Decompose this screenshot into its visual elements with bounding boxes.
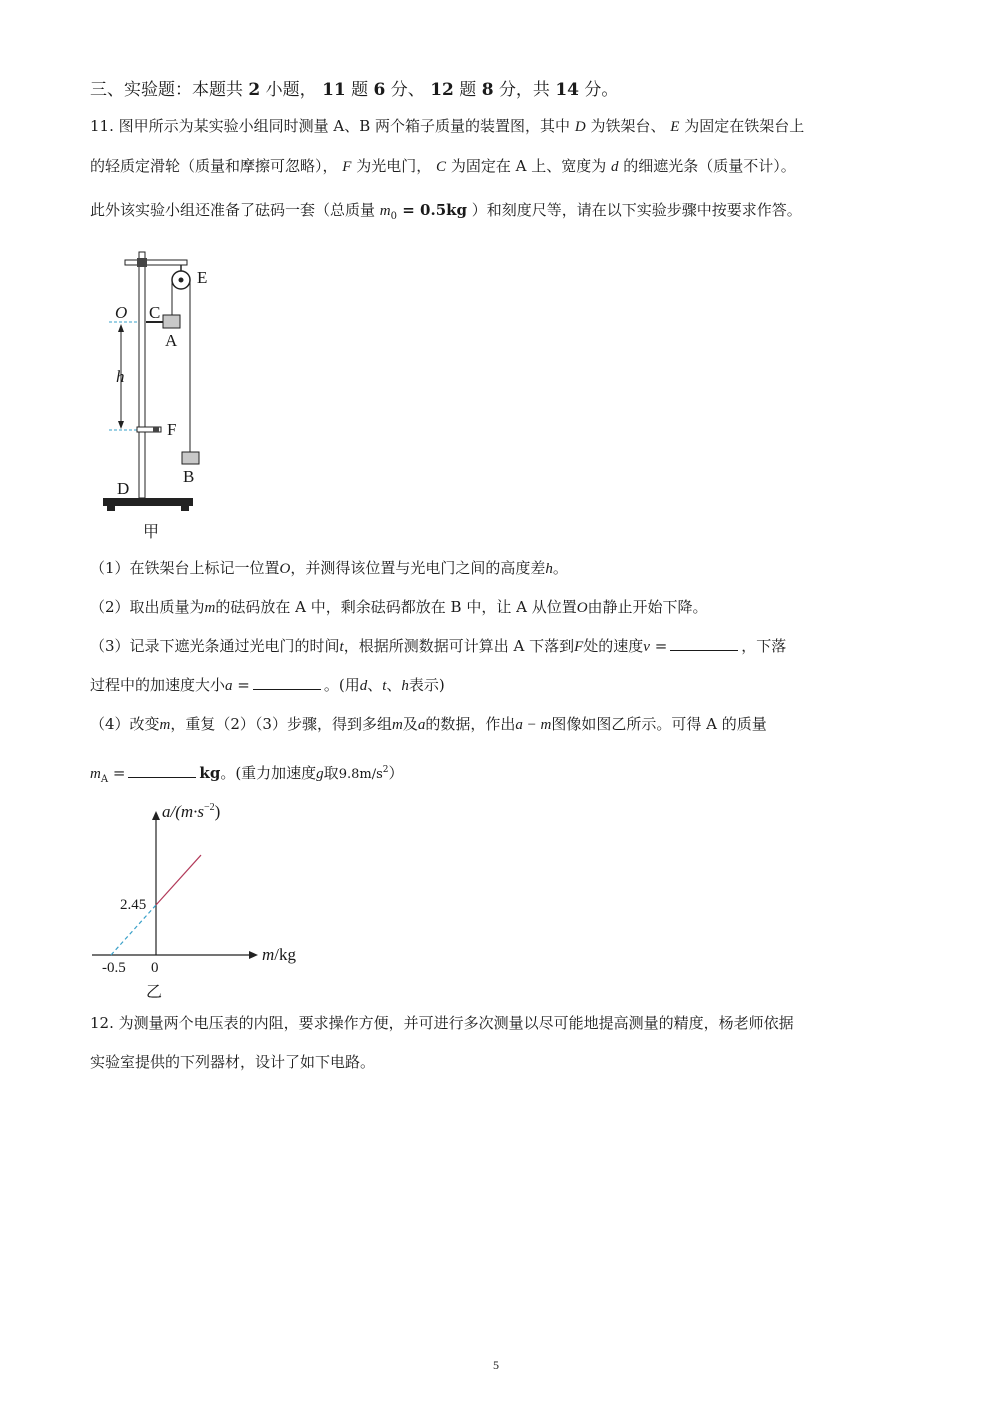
q11-line-3: 此外该实验小组还准备了砝码一套（总质量 $m_0 = 0.5kg$ ）和刻度尺等，请在以下实验步骤中按要求作答。 (90, 201, 802, 222)
heading-text: 题 (459, 80, 477, 100)
origin-label: 0 (151, 960, 159, 976)
arrow-head-down (118, 421, 124, 429)
y-axis-label: $a/(m\cdot s^{-2})$ (162, 802, 221, 821)
figure-yi-chart (88, 795, 328, 1005)
photogate-sensor (153, 427, 159, 432)
answer-blank-acceleration[interactable] (253, 675, 321, 690)
arrow-head-up (118, 324, 124, 332)
q12-line-2: 实验室提供的下列器材，设计了如下电路。 (90, 1053, 376, 1071)
y-tick-label: 2.45 (120, 897, 147, 913)
total-points: 14 (555, 80, 580, 100)
answer-blank-mass[interactable] (128, 763, 196, 778)
points-11: 6 (373, 80, 386, 100)
label-b: B (183, 467, 195, 486)
step-2: （2）取出质量为m的砝码放在 A 中，剩余砝码都放在 B 中，让 A 从位置O由静止开始下降。 (90, 598, 708, 616)
step-3: （3）记录下遮光条通过光电门的时间t，根据所测数据可计算出 A 下落到F处的速度v = ，下落 (90, 637, 787, 655)
label-d: D (117, 479, 130, 498)
x-tick-label: -0.5 (102, 960, 126, 976)
y-axis-arrow (152, 811, 160, 820)
clamp (137, 258, 147, 267)
heading-text: 题 (351, 80, 369, 100)
stand-foot (107, 506, 115, 511)
label-e: E (197, 268, 208, 287)
pulley-axle (179, 278, 184, 283)
heading-text: 分、 (390, 80, 425, 100)
heading-text: 小题， (265, 80, 317, 100)
stand-pole (139, 252, 145, 498)
series-line-measured (156, 855, 201, 905)
question-count: 2 (248, 80, 261, 100)
section-heading (90, 80, 618, 100)
step-1: （1）在铁架台上标记一位置O，并测得该位置与光电门之间的高度差h。 (90, 559, 568, 577)
label-f: F (167, 420, 177, 439)
figure-jia (95, 240, 235, 545)
heading-text: 分。 (584, 80, 619, 100)
step-3-cont: 过程中的加速度大小a = 。(用d、t、h表示) (90, 676, 445, 694)
page-number: 5 (493, 1358, 499, 1372)
box-a (163, 315, 180, 328)
answer-blank-velocity[interactable] (670, 636, 738, 651)
step-4: （4）改变m，重复（2）（3）步骤，得到多组m及a的数据，作出a − m图像如图乙所示。可得 A 的质量 (90, 715, 767, 733)
points-12: 8 (481, 80, 494, 100)
label-h: h (116, 367, 125, 386)
q12-line-1: 12. 为测量两个电压表的内阻，要求操作方便，并可进行多次测量以尽可能地提高测量的精度，杨老师依据 (90, 1014, 794, 1032)
x-axis-label: m/kg (262, 945, 297, 964)
question-number-12: 12 (430, 80, 454, 100)
figure-caption-jia: 甲 (143, 524, 160, 541)
stand-foot (181, 506, 189, 511)
label-a: A (165, 331, 178, 350)
x-axis-arrow (249, 951, 258, 959)
heading-text: 分，共 (498, 80, 550, 100)
stand-base (103, 498, 193, 506)
step-4-cont: $m_A$ = kg。(重力加速度g取$9.8m/s^2$） (90, 764, 404, 785)
question-number-11: 11 (322, 80, 346, 100)
label-c: C (149, 303, 161, 322)
label-o: O (115, 303, 128, 322)
box-b (182, 452, 199, 464)
top-arm (125, 260, 187, 265)
q11-line-2: 的轻质定滑轮（质量和摩擦可忽略）， F 为光电门， C 为固定在 A 上、宽度为 d 的细遮光条（质量不计）。 (90, 157, 796, 175)
heading-text: 三、实验题：本题共 (90, 80, 243, 100)
q11-line-1: 11. 图甲所示为某实验小组同时测量 A、B 两个箱子质量的装置图，其中 D 为铁架台、 E 为固定在铁架台上 (90, 117, 805, 135)
figure-caption-yi: 乙 (146, 984, 163, 1001)
